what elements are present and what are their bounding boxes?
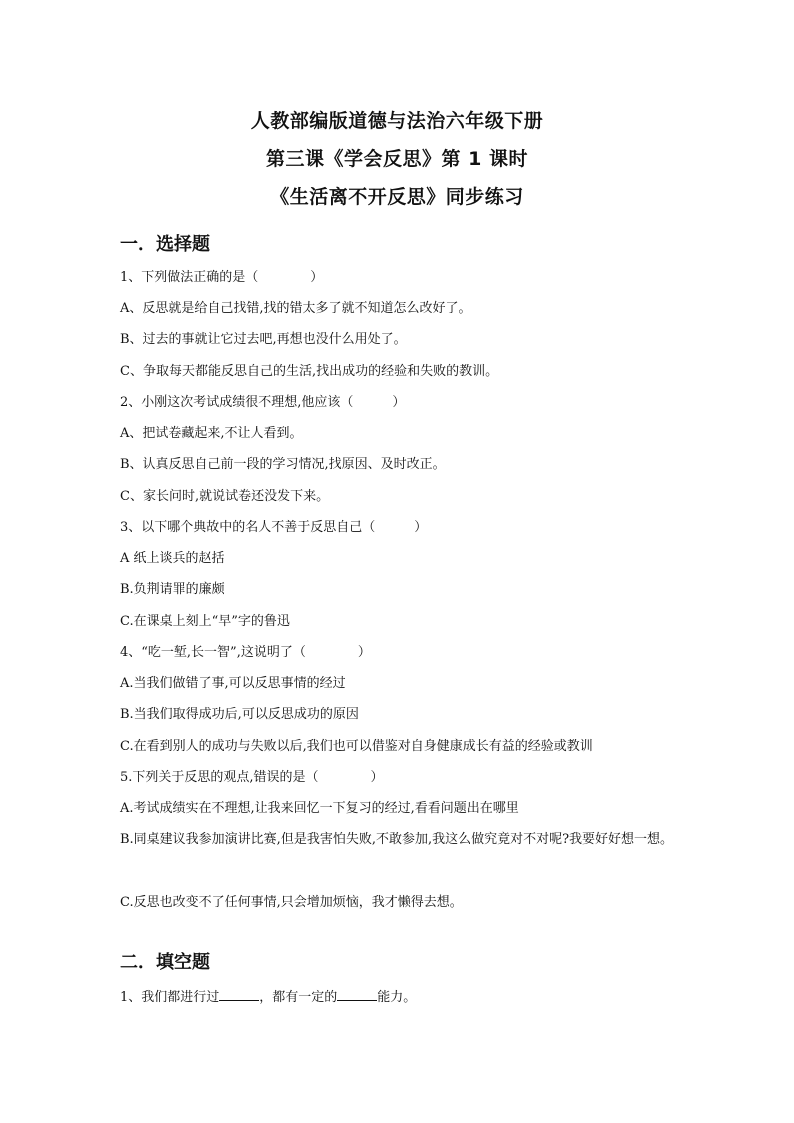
question-5-option-a: A.考试成绩实在不理想,让我来回忆一下复习的经过,看看问题出在哪里 <box>120 801 519 816</box>
answer-blank-1[interactable] <box>219 986 259 1001</box>
question-1-option-a: A、反思就是给自己找错,找的错太多了就不知道怎么改好了。 <box>120 301 472 316</box>
fill-question-1-suffix: 能力。 <box>377 990 417 1005</box>
title-line-3: 《生活离不开反思》同步练习 <box>270 186 524 208</box>
fill-question-1 <box>120 982 680 1013</box>
question-5-option-b: B.同桌建议我参加演讲比赛,但是我害怕失败,不敢参加,我这么做究竟对不对呢?我要好好想一想。 <box>120 832 674 847</box>
question-4: 4、“吃一堑,长一智”,这说明了（ ） <box>120 645 371 660</box>
question-2: 2、小刚这次考试成绩很不理想,他应该（ ） <box>120 395 406 410</box>
question-2-option-c: C、家长问时,就说试卷还没发下来。 <box>120 489 330 504</box>
question-5: 5.下列关于反思的观点,错误的是（ ） <box>120 770 384 785</box>
question-3-option-a: A 纸上谈兵的赵括 <box>120 551 225 566</box>
question-4-option-b: B.当我们取得成功后,可以反思成功的原因 <box>120 707 359 722</box>
question-1-option-b: B、过去的事就让它过去吧,再想也没什么用处了。 <box>120 332 407 347</box>
question-3: 3、以下哪个典故中的名人不善于反思自己（ ） <box>120 520 428 535</box>
question-5-option-c: C.反思也改变不了任何事情,只会增加烦恼，我才懒得去想。 <box>120 895 463 910</box>
section-heading-choice: 一．选择题 <box>120 234 210 255</box>
question-3-option-c: C.在课桌上刻上“早”字的鲁迅 <box>120 614 290 629</box>
question-1: 1、下列做法正确的是（ ） <box>120 270 324 285</box>
question-1-option-c: C、争取每天都能反思自己的生活,找出成功的经验和失败的教训。 <box>120 364 499 379</box>
title-line-1: 人教部编版道德与法治六年级下册 <box>250 110 544 132</box>
section-heading-fill: 二．填空题 <box>120 952 210 973</box>
document-title <box>0 102 794 216</box>
question-4-option-c: C.在看到别人的成功与失败以后,我们也可以借鉴对自身健康成长有益的经验或教训 <box>120 739 593 754</box>
title-line-2: 第三课《学会反思》第 1 课时 <box>266 148 528 170</box>
question-3-option-b: B.负荆请罪的廉颇 <box>120 582 225 597</box>
question-2-option-a: A、把试卷藏起来,不让人看到。 <box>120 426 303 441</box>
fill-question-1-prefix: 1、我们都进行过 <box>120 990 220 1005</box>
fill-question-1-middle: ，都有一定的 <box>259 990 338 1005</box>
question-2-option-b: B、认真反思自己前一段的学习情况,找原因、及时改正。 <box>120 457 446 472</box>
answer-blank-2[interactable] <box>337 986 377 1001</box>
question-4-option-a: A.当我们做错了事,可以反思事情的经过 <box>120 676 346 691</box>
